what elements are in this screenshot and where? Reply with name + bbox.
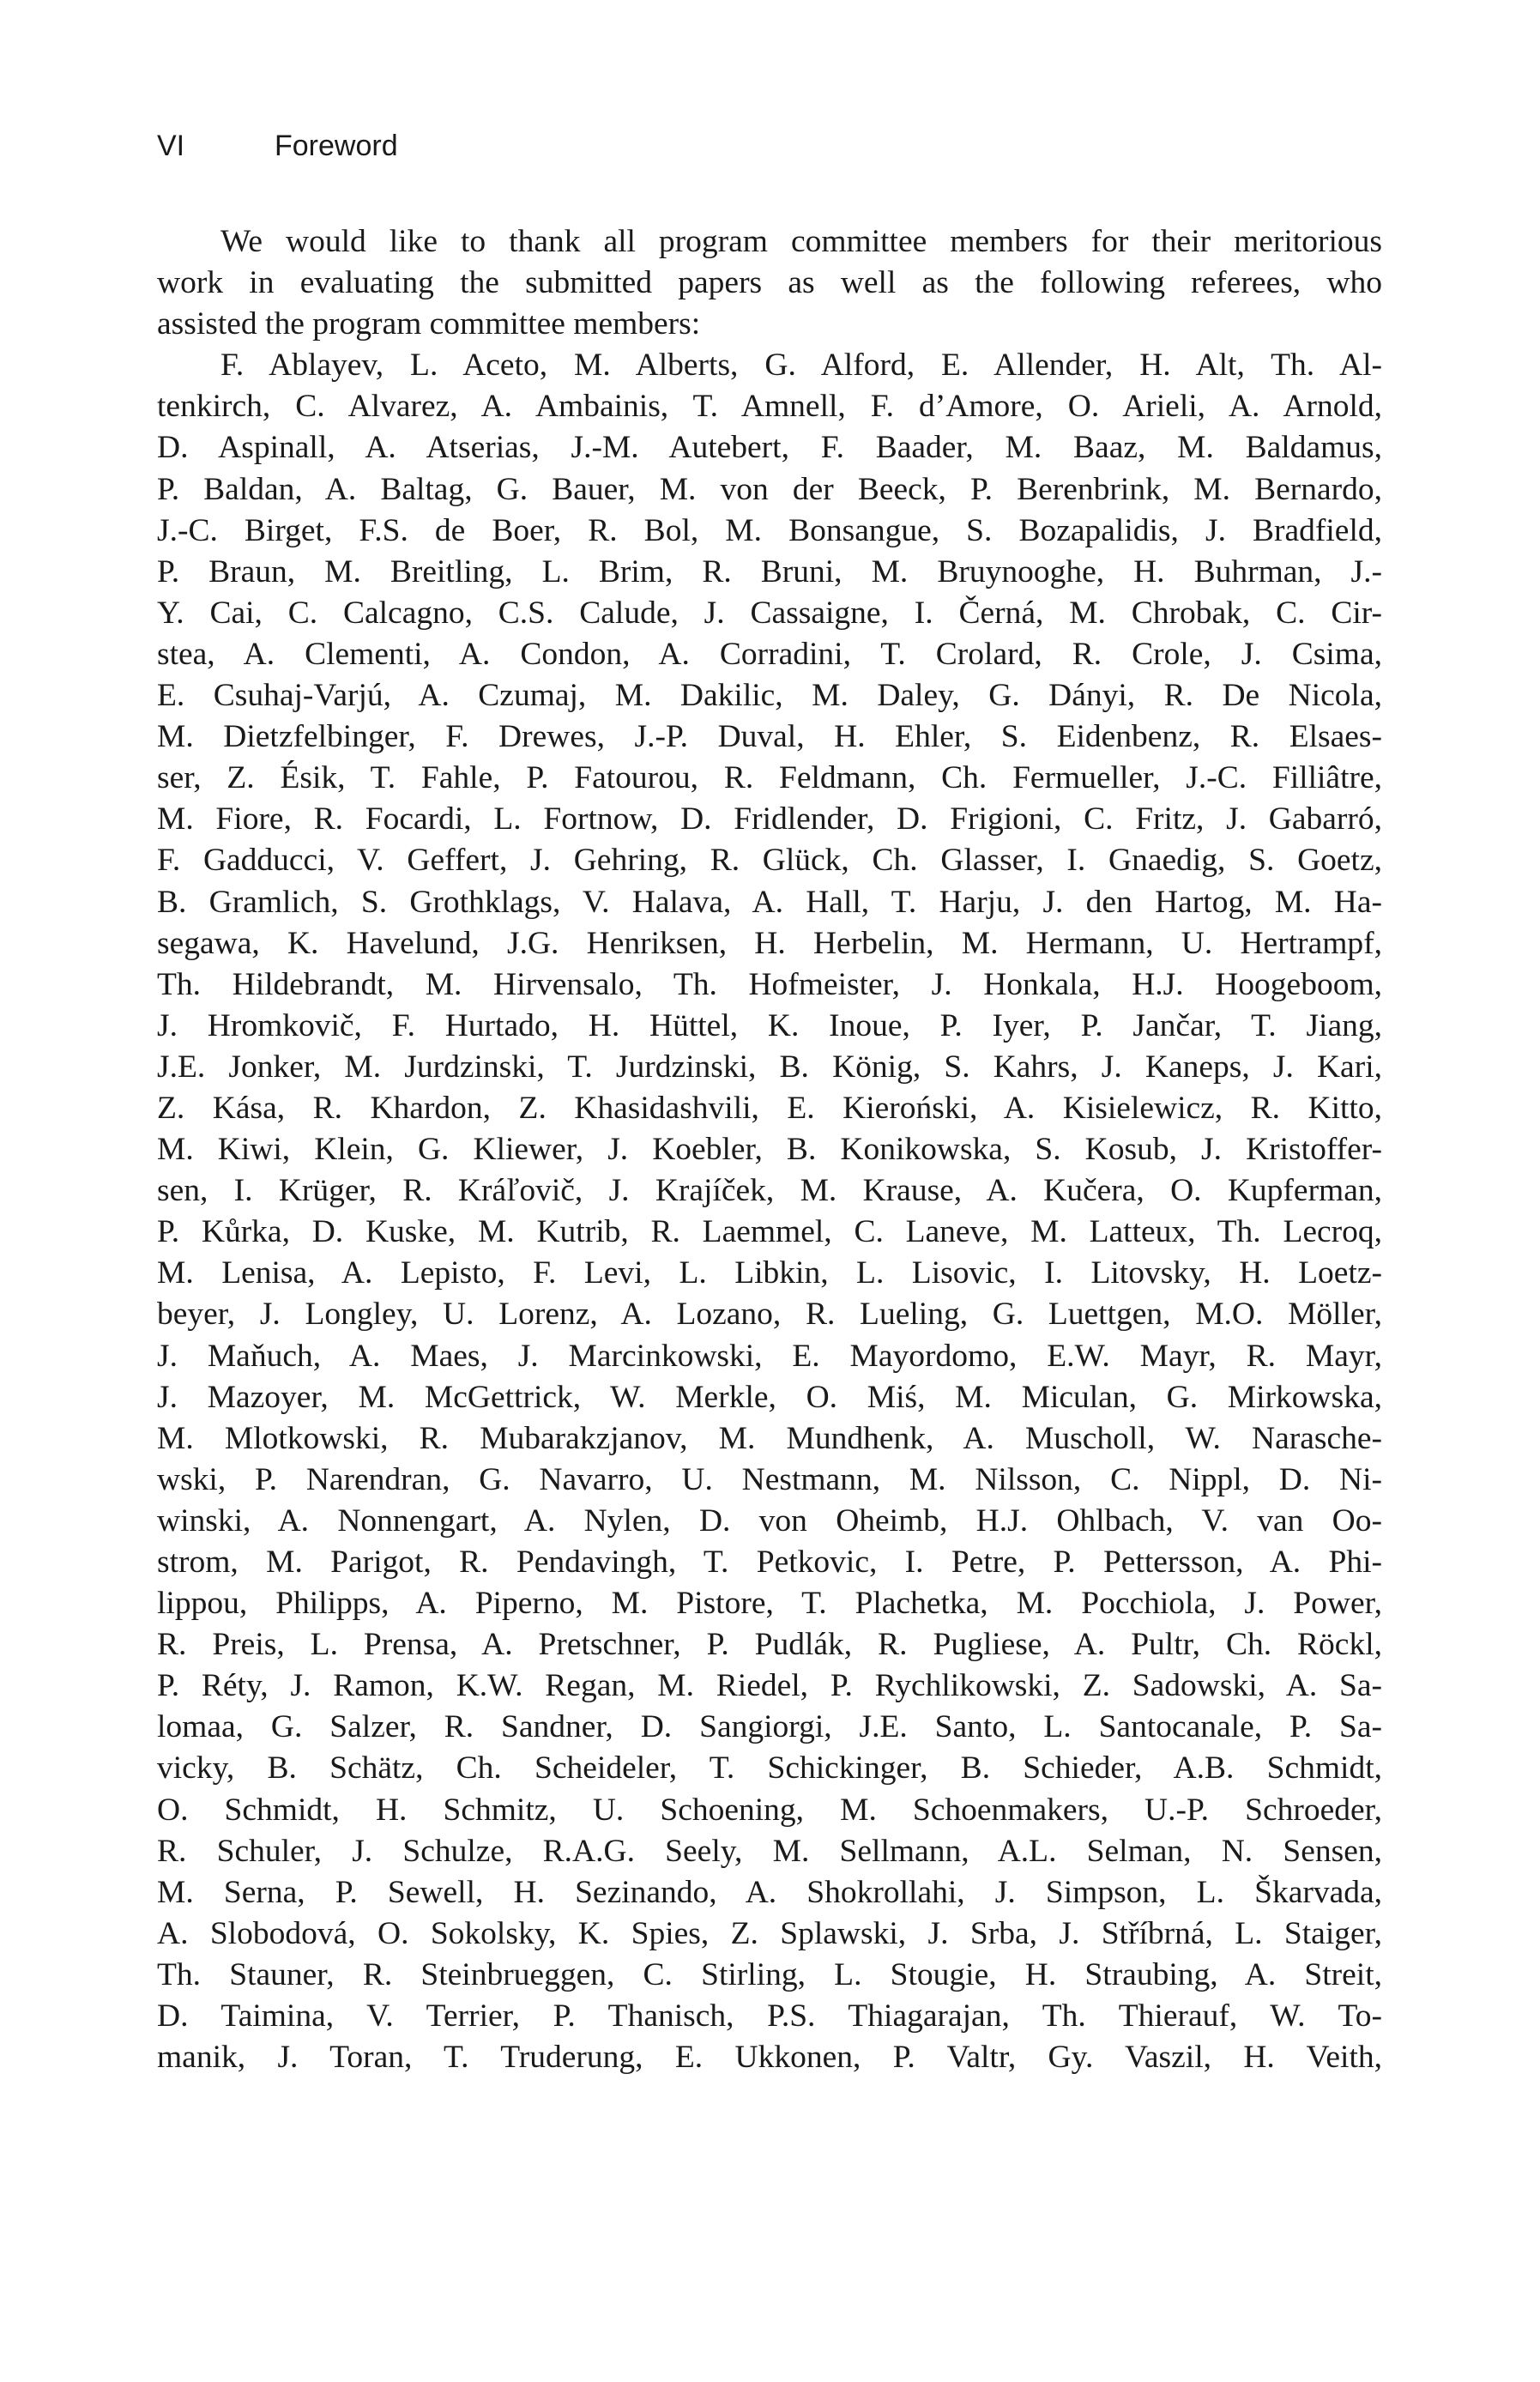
referee-line: winski, A. Nonnengart, A. Nylen, D. von Oheimb, H.J. Ohlbach, V. van Oo- (157, 1502, 1382, 1539)
referee-line: Z. Kása, R. Khardon, Z. Khasidashvili, E. Kieroński, A. Kisielewicz, R. Kitto, (157, 1090, 1382, 1126)
referee-line: F. Gadducci, V. Geffert, J. Gehring, R. Glück, Ch. Glasser, I. Gnaedig, S. Goetz, (157, 843, 1382, 879)
referee-line: lomaa, G. Salzer, R. Sandner, D. Sangiorgi, J.E. Santo, L. Santocanale, P. Sa- (157, 1709, 1382, 1745)
referee-line: ser, Z. Ésik, T. Fahle, P. Fatourou, R. Feldmann, Ch. Fermueller, J.-C. Filliâtre, (157, 760, 1382, 796)
referee-line: D. Aspinall, A. Atserias, J.-M. Autebert, F. Baader, M. Baaz, M. Baldamus, (157, 430, 1382, 466)
referee-line: vicky, B. Schätz, Ch. Scheideler, T. Schickinger, B. Schieder, A.B. Schmidt, (157, 1750, 1382, 1786)
referee-line: J.E. Jonker, M. Jurdzinski, T. Jurdzinski, B. König, S. Kahrs, J. Kaneps, J. Kari, (157, 1049, 1382, 1085)
referee-line: J. Hromkovič, F. Hurtado, H. Hüttel, K. Inoue, P. Iyer, P. Jančar, T. Jiang, (157, 1007, 1382, 1043)
referee-line: J. Maňuch, A. Maes, J. Marcinkowski, E. Mayordomo, E.W. Mayr, R. Mayr, (157, 1338, 1382, 1374)
text-line: We would like to thank all program committee members for their meritorious (220, 224, 1382, 259)
referee-line: R. Schuler, J. Schulze, R.A.G. Seely, M. Sellmann, A.L. Selman, N. Sensen, (157, 1833, 1382, 1869)
referee-line: M. Kiwi, Klein, G. Kliewer, J. Koebler, B. Konikowska, S. Kosub, J. Kristoffer- (157, 1132, 1382, 1168)
referee-line: strom, M. Parigot, R. Pendavingh, T. Petkovic, I. Petre, P. Pettersson, A. Phi- (157, 1545, 1382, 1580)
referee-line: Y. Cai, C. Calcagno, C.S. Calude, J. Cassaigne, I. Černá, M. Chrobak, C. Cir- (157, 595, 1382, 631)
referee-line: J. Mazoyer, M. McGettrick, W. Merkle, O. Miś, M. Miculan, G. Mirkowska, (157, 1379, 1382, 1415)
paragraph-intro (157, 221, 1382, 345)
section-title: Foreword (275, 130, 398, 162)
referee-line: F. Ablayev, L. Aceto, M. Alberts, G. Alford, E. Allender, H. Alt, Th. Al- (220, 348, 1382, 384)
text-line: work in evaluating the submitted papers as well as the following referees, who (157, 265, 1382, 301)
referee-line: P. Braun, M. Breitling, L. Brim, R. Bruni, M. Bruynooghe, H. Buhrman, J.- (157, 553, 1382, 589)
referee-line: M. Mlotkowski, R. Mubarakzjanov, M. Mundhenk, A. Muscholl, W. Narasche- (157, 1420, 1382, 1456)
referee-line: Th. Hildebrandt, M. Hirvensalo, Th. Hofmeister, J. Honkala, H.J. Hoogeboom, (157, 966, 1382, 1002)
referee-line: P. Baldan, A. Baltag, G. Bauer, M. von der Beeck, P. Berenbrink, M. Bernardo, (157, 471, 1382, 507)
referee-line: Th. Stauner, R. Steinbrueggen, C. Stirling, L. Stougie, H. Straubing, A. Streit, (157, 1956, 1382, 1992)
referee-line: D. Taimina, V. Terrier, P. Thanisch, P.S. Thiagarajan, Th. Thierauf, W. To- (157, 1998, 1382, 2034)
text-line: assisted the program committee members: (157, 306, 701, 342)
referee-line: A. Slobodová, O. Sokolsky, K. Spies, Z. Splawski, J. Srba, J. Stříbrná, L. Staiger, (157, 1915, 1382, 1951)
referee-line: O. Schmidt, H. Schmitz, U. Schoening, M. Schoenmakers, U.-P. Schroeder, (157, 1792, 1382, 1828)
referee-line: stea, A. Clementi, A. Condon, A. Corradini, T. Crolard, R. Crole, J. Csima, (157, 636, 1382, 672)
referee-line: M. Serna, P. Sewell, H. Sezinando, A. Shokrollahi, J. Simpson, L. Škarvada, (157, 1874, 1382, 1910)
referee-line: B. Gramlich, S. Grothklags, V. Halava, A. Hall, T. Harju, J. den Hartog, M. Ha- (157, 884, 1382, 920)
referee-line: lippou, Philipps, A. Piperno, M. Pistore, T. Plachetka, M. Pocchiola, J. Power, (157, 1586, 1382, 1622)
page-number: VI (157, 130, 185, 162)
referee-line: tenkirch, C. Alvarez, A. Ambainis, T. Amnell, F. d’Amore, O. Arieli, A. Arnold, (157, 389, 1382, 425)
referee-line: P. Kůrka, D. Kuske, M. Kutrib, R. Laemmel, C. Laneve, M. Latteux, Th. Lecroq, (157, 1214, 1382, 1250)
referee-line: sen, I. Krüger, R. Kráľovič, J. Krajíček, M. Krause, A. Kučera, O. Kupferman, (157, 1173, 1382, 1209)
referee-line: wski, P. Narendran, G. Navarro, U. Nestmann, M. Nilsson, C. Nippl, D. Ni- (157, 1461, 1382, 1497)
referee-list (157, 345, 1382, 2078)
referee-line: M. Fiore, R. Focardi, L. Fortnow, D. Fridlender, D. Frigioni, C. Fritz, J. Gabarró, (157, 801, 1382, 837)
referee-line: R. Preis, L. Prensa, A. Pretschner, P. Pudlák, R. Pugliese, A. Pultr, Ch. Röckl, (157, 1627, 1382, 1663)
referee-line: M. Dietzfelbinger, F. Drewes, J.-P. Duval, H. Ehler, S. Eidenbenz, R. Elsaes- (157, 719, 1382, 755)
referee-line: manik, J. Toran, T. Truderung, E. Ukkonen, P. Valtr, Gy. Vaszil, H. Veith, (157, 2040, 1382, 2076)
referee-line: P. Réty, J. Ramon, K.W. Regan, M. Riedel, P. Rychlikowski, Z. Sadowski, A. Sa- (157, 1668, 1382, 1704)
referee-line: segawa, K. Havelund, J.G. Henriksen, H. Herbelin, M. Hermann, U. Hertrampf, (157, 925, 1382, 961)
body-text (157, 221, 1382, 2078)
running-head (157, 129, 398, 163)
referee-line: J.-C. Birget, F.S. de Boer, R. Bol, M. Bonsangue, S. Bozapalidis, J. Bradfield, (157, 512, 1382, 548)
referee-line: M. Lenisa, A. Lepisto, F. Levi, L. Libkin, L. Lisovic, I. Litovsky, H. Loetz- (157, 1255, 1382, 1291)
referee-line: E. Csuhaj-Varjú, A. Czumaj, M. Dakilic, M. Daley, G. Dányi, R. De Nicola, (157, 678, 1382, 714)
referee-line: beyer, J. Longley, U. Lorenz, A. Lozano, R. Lueling, G. Luettgen, M.O. Möller, (157, 1297, 1382, 1333)
